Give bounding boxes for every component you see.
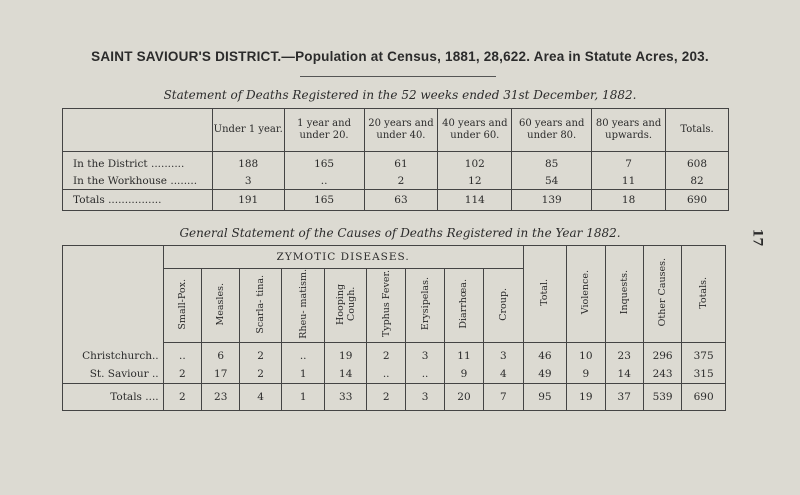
totals-row — [63, 384, 726, 411]
cell: 9 — [444, 365, 483, 384]
cell: .. — [163, 343, 201, 366]
col-header: Diarrhœa. — [444, 269, 483, 343]
table-row — [63, 172, 729, 190]
cell: 95 — [523, 384, 567, 411]
cell: 19 — [325, 343, 367, 366]
cell: 4 — [240, 384, 282, 411]
cell: 19 — [567, 384, 605, 411]
cell: 33 — [325, 384, 367, 411]
cell: .. — [281, 343, 325, 366]
cell: 23 — [202, 384, 240, 411]
table2-caption: General Statement of the Causes of Deaths Registered in the Year 1882. — [179, 226, 621, 240]
cell: 315 — [682, 365, 726, 384]
cell: 61 — [364, 152, 438, 173]
col-header: 20 years and under 40. — [364, 109, 438, 152]
cell: 49 — [523, 365, 567, 384]
corner-cell — [63, 246, 164, 343]
col-header: Hooping Cough. — [325, 269, 367, 343]
cell: 608 — [666, 152, 729, 173]
cell: 3 — [406, 384, 444, 411]
table-row — [63, 343, 726, 366]
col-header: Small-Pox. — [163, 269, 201, 343]
col-header: Typhus Fever. — [366, 269, 405, 343]
cell: 690 — [682, 384, 726, 411]
cell: 46 — [523, 343, 567, 366]
cell: 1 — [281, 384, 325, 411]
cell: 1 — [281, 365, 325, 384]
cell: 20 — [444, 384, 483, 411]
cell: 2 — [163, 365, 201, 384]
col-header: 60 years and under 80. — [512, 109, 592, 152]
cell: 2 — [366, 384, 405, 411]
causes-of-death-table — [62, 245, 726, 411]
col-header: Totals. — [682, 246, 726, 343]
cell: 2 — [366, 343, 405, 366]
cell: 690 — [666, 190, 729, 211]
col-header: Totals. — [666, 109, 729, 152]
cell: 9 — [567, 365, 605, 384]
cell: 165 — [284, 152, 364, 173]
col-header: 80 years and upwards. — [592, 109, 666, 152]
col-header: 40 years and under 60. — [438, 109, 512, 152]
totals-row — [63, 190, 729, 211]
zymotic-group-header: ZYMOTIC DISEASES. — [163, 246, 523, 269]
cell: 18 — [592, 190, 666, 211]
cell: 11 — [592, 172, 666, 190]
cell: 11 — [444, 343, 483, 366]
cell: 188 — [212, 152, 284, 173]
cell: 375 — [682, 343, 726, 366]
row-label: Totals ................ — [63, 190, 213, 211]
cell: 4 — [484, 365, 523, 384]
cell: 539 — [643, 384, 681, 411]
col-header: Rheu- matism. — [281, 269, 325, 343]
cell: 243 — [643, 365, 681, 384]
cell: 37 — [605, 384, 643, 411]
cell: 3 — [406, 343, 444, 366]
table-row — [63, 365, 726, 384]
corner-cell — [63, 109, 213, 152]
cell: 10 — [567, 343, 605, 366]
cell: 7 — [484, 384, 523, 411]
cell: 7 — [592, 152, 666, 173]
cell: 165 — [284, 190, 364, 211]
cell: 17 — [202, 365, 240, 384]
cell: 14 — [605, 365, 643, 384]
row-label: In the District .......... — [73, 157, 185, 170]
cell: 2 — [240, 343, 282, 366]
cell: 102 — [438, 152, 512, 173]
cell: 139 — [512, 190, 592, 211]
cell: 54 — [512, 172, 592, 190]
cell: 23 — [605, 343, 643, 366]
cell: 2 — [240, 365, 282, 384]
cell: 12 — [438, 172, 512, 190]
cell: 191 — [212, 190, 284, 211]
cell: 2 — [163, 384, 201, 411]
cell: 3 — [212, 172, 284, 190]
cell: .. — [406, 365, 444, 384]
cell: 114 — [438, 190, 512, 211]
row-label: St. Saviour .. — [89, 368, 159, 380]
page-title: SAINT SAVIOUR'S DISTRICT.—Population at Census, 1881, 28,622. Area in Statute Acres, 203. — [91, 49, 709, 64]
cell: 3 — [484, 343, 523, 366]
col-header: Erysipelas. — [406, 269, 444, 343]
table1-caption: Statement of Deaths Registered in the 52 weeks ended 31st December, 1882. — [163, 88, 637, 102]
cell: 296 — [643, 343, 681, 366]
cell: 85 — [512, 152, 592, 173]
col-header: Violence. — [567, 246, 605, 343]
title-rule — [300, 76, 496, 77]
row-label: Totals .... — [63, 384, 164, 411]
col-header: Scarla- tina. — [240, 269, 282, 343]
col-header: Total. — [523, 246, 567, 343]
cell: 14 — [325, 365, 367, 384]
cell: 2 — [364, 172, 438, 190]
row-label: In the Workhouse ........ — [73, 174, 198, 187]
deaths-by-age-table — [62, 108, 729, 211]
cell: .. — [284, 172, 364, 190]
cell: 82 — [666, 172, 729, 190]
col-header: 1 year and under 20. — [284, 109, 364, 152]
col-header: Under 1 year. — [212, 109, 284, 152]
col-header: Inquests. — [605, 246, 643, 343]
col-header: Other Causes. — [643, 246, 681, 343]
row-label: Christchurch.. — [82, 349, 159, 362]
page-number: 17 — [749, 228, 765, 247]
col-header: Measles. — [202, 269, 240, 343]
cell: 63 — [364, 190, 438, 211]
cell: 6 — [202, 343, 240, 366]
table-row — [63, 152, 729, 173]
col-header: Croup. — [484, 269, 523, 343]
cell: .. — [366, 365, 405, 384]
